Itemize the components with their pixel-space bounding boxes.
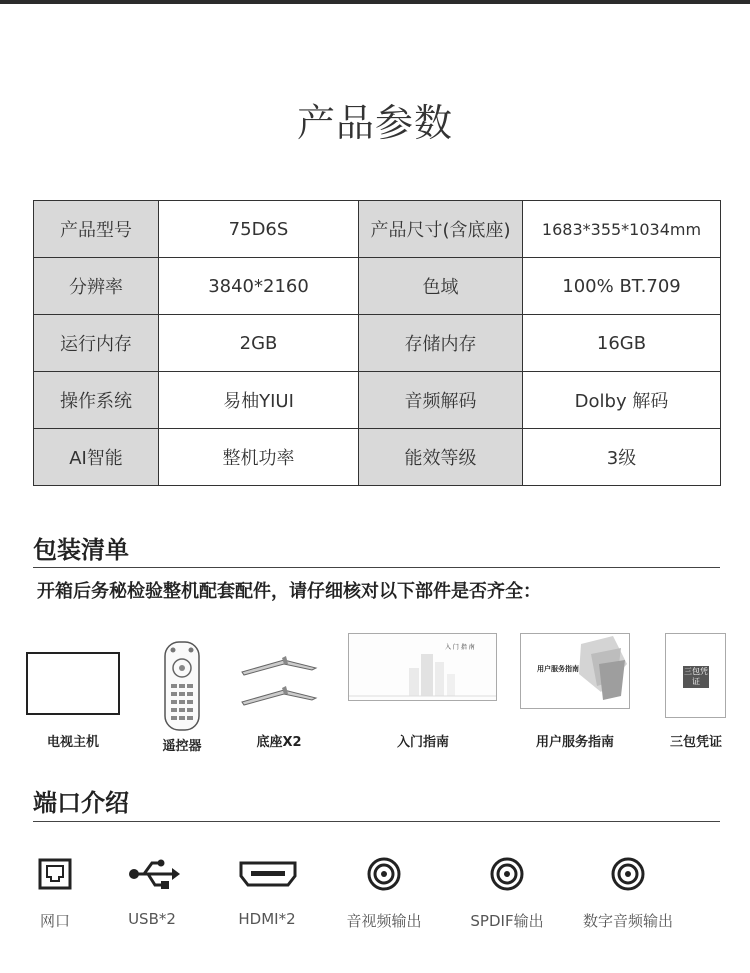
guide-cover-text: 入 门 指 南 bbox=[445, 644, 475, 651]
spec-label: 操作系统 bbox=[34, 372, 159, 429]
spec-label: AI智能 bbox=[34, 429, 159, 486]
spec-value: Dolby 解码 bbox=[523, 372, 721, 429]
page-title: 产品参数 bbox=[296, 101, 453, 145]
package-item-label: 入门指南 bbox=[396, 735, 449, 750]
spec-label: 分辨率 bbox=[34, 258, 159, 315]
section-divider bbox=[33, 821, 720, 822]
port-label: 网口 bbox=[39, 912, 70, 930]
package-item-label: 电视主机 bbox=[46, 735, 99, 750]
package-note: 开箱后务秘检验整机配套配件，请仔细核对以下部件是否齐全： bbox=[37, 581, 541, 602]
spec-label: 运行内存 bbox=[34, 315, 159, 372]
table-row bbox=[34, 201, 721, 258]
port-label: SPDIF输出 bbox=[470, 912, 544, 930]
table-row bbox=[34, 372, 721, 429]
table-row bbox=[34, 258, 721, 315]
package-section-title: 包装清单 bbox=[33, 536, 129, 564]
remote-icon bbox=[163, 640, 201, 732]
spec-label: 存储内存 bbox=[359, 315, 523, 372]
stand-icon bbox=[238, 652, 320, 710]
top-bar bbox=[0, 0, 750, 4]
package-item-label: 遥控器 bbox=[162, 739, 202, 754]
spec-value: 75D6S bbox=[159, 201, 359, 258]
ports-section-title: 端口介绍 bbox=[33, 789, 129, 817]
spec-label: 色域 bbox=[359, 258, 523, 315]
quick-guide-icon bbox=[348, 633, 497, 701]
spec-label: 音频解码 bbox=[359, 372, 523, 429]
package-item-label: 用户服务指南 bbox=[535, 735, 614, 750]
spec-value: 整机功率 bbox=[159, 429, 359, 486]
spec-value: 100% BT.709 bbox=[523, 258, 721, 315]
digital-audio-port-icon bbox=[611, 857, 645, 891]
port-label: USB*2 bbox=[128, 910, 176, 928]
ethernet-port-icon bbox=[38, 858, 72, 890]
spec-value: 3级 bbox=[523, 429, 721, 486]
spec-label: 产品尺寸(含底座) bbox=[359, 201, 523, 258]
spec-value: 2GB bbox=[159, 315, 359, 372]
port-label: 数字音频输出 bbox=[582, 912, 673, 930]
section-divider bbox=[33, 567, 720, 568]
av-port-icon bbox=[367, 857, 401, 891]
spec-value: 16GB bbox=[523, 315, 721, 372]
package-item-label: 底座X2 bbox=[256, 735, 302, 750]
service-guide-icon bbox=[520, 633, 630, 709]
table-row bbox=[34, 315, 721, 372]
spec-value: 3840*2160 bbox=[159, 258, 359, 315]
tv-icon bbox=[26, 652, 120, 715]
warranty-card-icon bbox=[665, 633, 726, 718]
package-item-label: 三包凭证 bbox=[669, 735, 722, 750]
hdmi-port-icon bbox=[238, 860, 298, 888]
spec-label: 产品型号 bbox=[34, 201, 159, 258]
spec-table bbox=[33, 200, 721, 486]
table-row bbox=[34, 429, 721, 486]
spec-label: 能效等级 bbox=[359, 429, 523, 486]
service-cover-text: 用户服务指南 bbox=[537, 665, 579, 673]
usb-icon bbox=[128, 858, 182, 890]
port-label: HDMI*2 bbox=[238, 910, 296, 928]
port-label: 音视频输出 bbox=[346, 912, 422, 930]
spec-value: 易柚YIUI bbox=[159, 372, 359, 429]
spec-value: 1683*355*1034mm bbox=[523, 201, 721, 258]
warranty-cover-text: 三包凭证 bbox=[684, 667, 708, 686]
spdif-port-icon bbox=[490, 857, 524, 891]
